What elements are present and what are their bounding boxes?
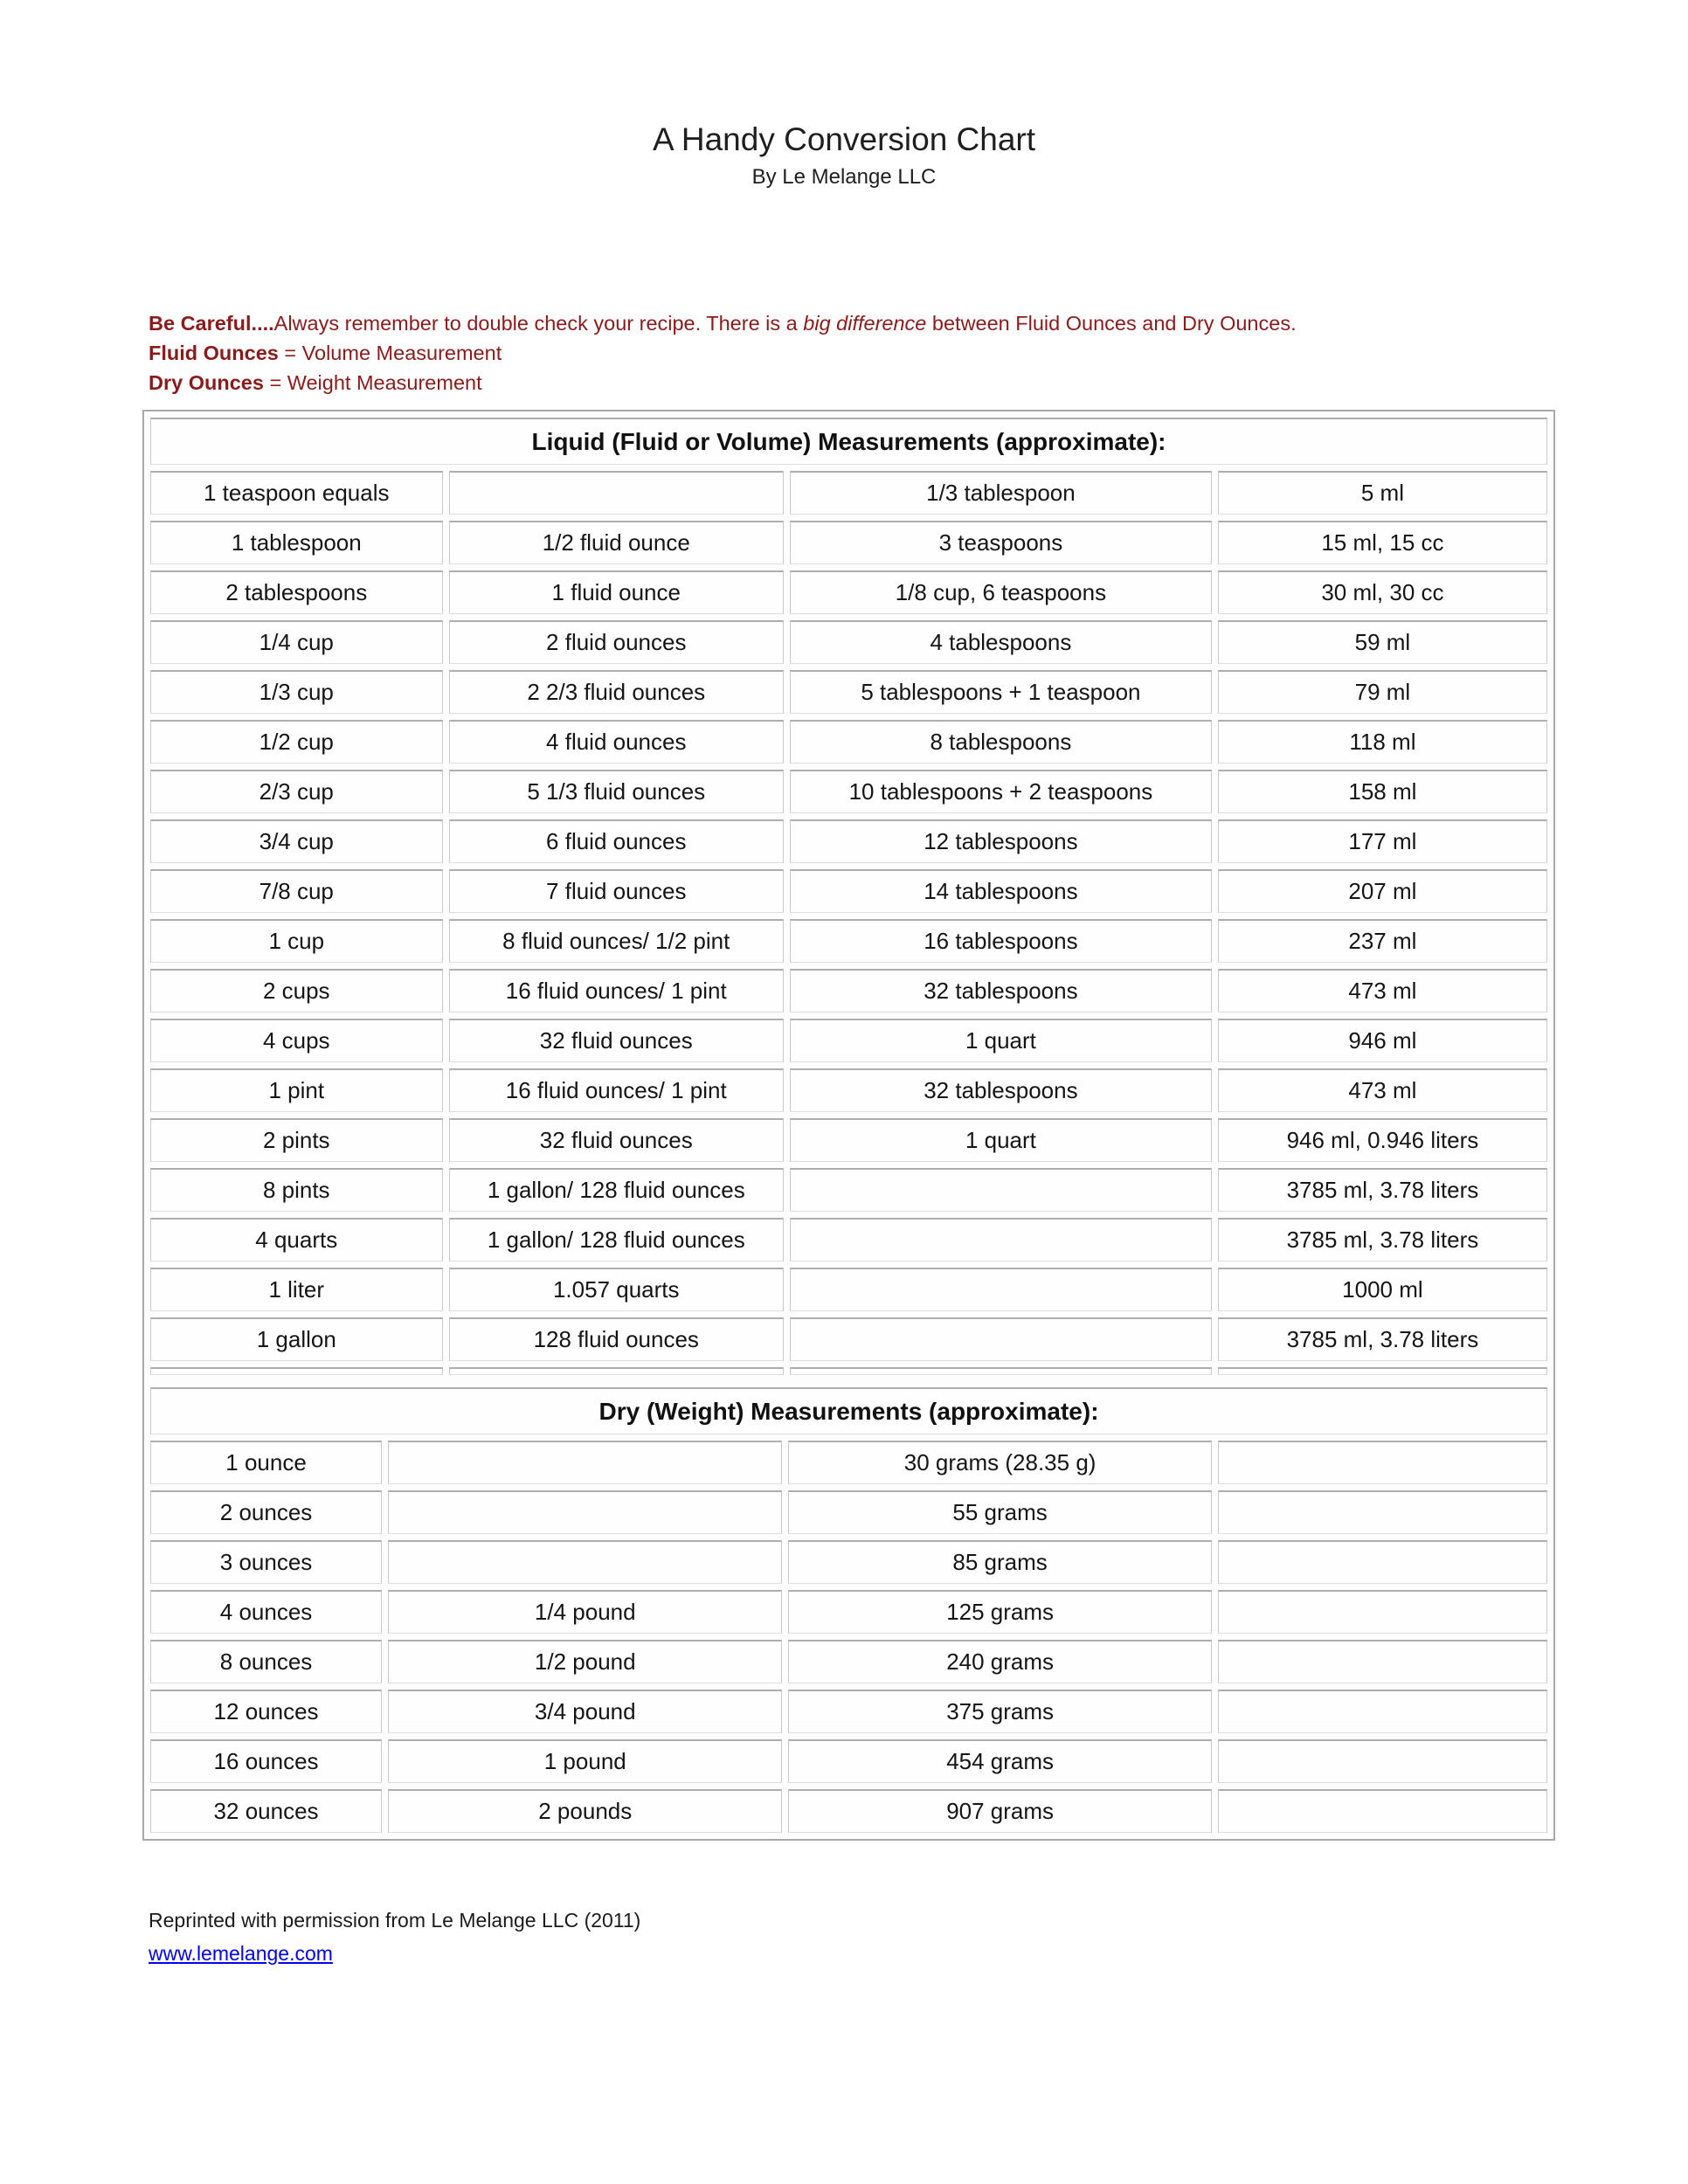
warning-line-1-italic: big difference <box>803 312 927 335</box>
table-cell: 16 ounces <box>150 1739 382 1783</box>
table-cell <box>1218 1490 1547 1534</box>
liquid-measurements-table <box>144 411 1553 1381</box>
table-cell: 1 tablespoon <box>150 521 443 564</box>
table-cell: 1 ounce <box>150 1441 382 1484</box>
table-cell: 7 fluid ounces <box>449 869 784 913</box>
table-cell: 473 ml <box>1218 969 1547 1013</box>
table-cell: 128 fluid ounces <box>449 1317 784 1361</box>
table-row <box>150 1218 1547 1261</box>
table-cell: 10 tablespoons + 2 teaspoons <box>790 770 1212 813</box>
table-cell: 5 tablespoons + 1 teaspoon <box>790 670 1212 714</box>
table-cell <box>1218 1540 1547 1584</box>
warning-line-1 <box>149 308 1564 338</box>
table-row <box>150 521 1547 564</box>
table-cell: 3785 ml, 3.78 liters <box>1218 1218 1547 1261</box>
table-cell: 15 ml, 15 cc <box>1218 521 1547 564</box>
table-cell: 4 ounces <box>150 1590 382 1634</box>
table-cell: 237 ml <box>1218 919 1547 963</box>
table-row <box>150 869 1547 913</box>
spacer-cell <box>790 1367 1212 1375</box>
table-cell: 1/8 cup, 6 teaspoons <box>790 570 1212 614</box>
table-body <box>150 471 1547 1361</box>
table-cell: 1/3 cup <box>150 670 443 714</box>
table-row <box>150 570 1547 614</box>
warning-line-1-text: Always remember to double check your recipe. There is a <box>273 312 804 335</box>
liquid-table-head <box>150 418 1547 465</box>
table-cell: 1 gallon <box>150 1317 443 1361</box>
table-row <box>150 969 1547 1013</box>
table-row <box>150 1540 1547 1584</box>
table-cell: 1 pound <box>388 1739 782 1783</box>
table-cell: 12 ounces <box>150 1690 382 1733</box>
table-cell: 118 ml <box>1218 720 1547 764</box>
table-row <box>150 1490 1547 1534</box>
table-cell: 8 tablespoons <box>790 720 1212 764</box>
liquid-header-row <box>150 418 1547 465</box>
page-title: A Handy Conversion Chart <box>652 121 1036 157</box>
table-cell: 3785 ml, 3.78 liters <box>1218 1317 1547 1361</box>
table-cell: 8 pints <box>150 1168 443 1212</box>
table-cell: 3/4 cup <box>150 819 443 863</box>
table-cell: 55 grams <box>788 1490 1211 1534</box>
table-cell: 85 grams <box>788 1540 1211 1584</box>
table-cell: 32 fluid ounces <box>449 1118 784 1162</box>
spacer-cell <box>1218 1367 1547 1375</box>
table-cell <box>1218 1441 1547 1484</box>
warning-line-1-bold: Be Careful.... <box>149 312 274 335</box>
table-cell: 1 pint <box>150 1068 443 1112</box>
title-block <box>0 0 1688 190</box>
warning-line-1-end: between Fluid Ounces and Dry Ounces. <box>926 312 1297 335</box>
table-body <box>150 1441 1547 1833</box>
table-cell: 1/4 cup <box>150 620 443 664</box>
spacer-row <box>150 1367 1547 1375</box>
warning-line-3-bold: Dry Ounces <box>149 371 264 394</box>
table-row <box>150 1068 1547 1112</box>
table-cell: 2 fluid ounces <box>449 620 784 664</box>
table-cell: 8 ounces <box>150 1640 382 1683</box>
table-cell: 3785 ml, 3.78 liters <box>1218 1168 1547 1212</box>
table-cell: 907 grams <box>788 1789 1211 1833</box>
table-cell: 32 ounces <box>150 1789 382 1833</box>
table-cell: 2 2/3 fluid ounces <box>449 670 784 714</box>
table-row <box>150 1268 1547 1311</box>
table-cell <box>388 1490 782 1534</box>
table-cell: 2/3 cup <box>150 770 443 813</box>
table-cell <box>1218 1640 1547 1683</box>
table-cell: 1/2 pound <box>388 1640 782 1683</box>
table-row <box>150 1739 1547 1783</box>
conversion-tables-container <box>142 410 1555 1841</box>
table-row <box>150 1690 1547 1733</box>
table-row <box>150 1019 1547 1062</box>
table-cell: 16 tablespoons <box>790 919 1212 963</box>
table-cell <box>790 1268 1212 1311</box>
table-row <box>150 620 1547 664</box>
liquid-spacer-body <box>150 1367 1547 1375</box>
table-cell: 1 cup <box>150 919 443 963</box>
table-cell: 7/8 cup <box>150 869 443 913</box>
table-cell: 946 ml <box>1218 1019 1547 1062</box>
table-cell <box>388 1441 782 1484</box>
table-cell <box>790 1168 1212 1212</box>
table-cell <box>449 471 784 515</box>
table-cell: 1 gallon/ 128 fluid ounces <box>449 1168 784 1212</box>
table-cell <box>1218 1739 1547 1783</box>
table-row <box>150 1640 1547 1683</box>
table-row <box>150 919 1547 963</box>
table-cell: 32 fluid ounces <box>449 1019 784 1062</box>
footer-block <box>149 1904 1688 1970</box>
warning-line-2 <box>149 338 1564 368</box>
table-cell: 16 fluid ounces/ 1 pint <box>449 1068 784 1112</box>
table-cell: 1 fluid ounce <box>449 570 784 614</box>
table-cell: 1.057 quarts <box>449 1268 784 1311</box>
table-cell <box>1218 1590 1547 1634</box>
warning-line-2-text: = Volume Measurement <box>278 342 502 364</box>
table-cell: 4 fluid ounces <box>449 720 784 764</box>
dry-table-head <box>150 1387 1547 1434</box>
table-cell: 1000 ml <box>1218 1268 1547 1311</box>
dry-section-header: Dry (Weight) Measurements (approximate): <box>150 1387 1547 1434</box>
table-cell: 4 tablespoons <box>790 620 1212 664</box>
dry-measurements-table <box>144 1381 1553 1839</box>
table-cell: 8 fluid ounces/ 1/2 pint <box>449 919 784 963</box>
table-cell: 16 fluid ounces/ 1 pint <box>449 969 784 1013</box>
table-cell: 1/3 tablespoon <box>790 471 1212 515</box>
table-row <box>150 1789 1547 1833</box>
table-cell <box>1218 1789 1547 1833</box>
table-cell: 2 pints <box>150 1118 443 1162</box>
table-cell: 240 grams <box>788 1640 1211 1683</box>
table-cell: 3 ounces <box>150 1540 382 1584</box>
table-cell: 454 grams <box>788 1739 1211 1783</box>
table-row <box>150 819 1547 863</box>
reprint-note: Reprinted with permission from Le Melange LLC (2011) <box>149 1909 641 1932</box>
table-cell: 3/4 pound <box>388 1690 782 1733</box>
warning-block <box>149 308 1564 397</box>
table-cell: 1 gallon/ 128 fluid ounces <box>449 1218 784 1261</box>
spacer-cell <box>150 1367 443 1375</box>
table-cell: 177 ml <box>1218 819 1547 863</box>
table-cell: 4 quarts <box>150 1218 443 1261</box>
table-row <box>150 1118 1547 1162</box>
table-cell: 6 fluid ounces <box>449 819 784 863</box>
table-cell: 32 tablespoons <box>790 969 1212 1013</box>
table-cell: 1/4 pound <box>388 1590 782 1634</box>
table-cell: 1 teaspoon equals <box>150 471 443 515</box>
table-cell: 5 1/3 fluid ounces <box>449 770 784 813</box>
spacer-cell <box>449 1367 784 1375</box>
table-cell: 1 liter <box>150 1268 443 1311</box>
table-cell: 1 quart <box>790 1019 1212 1062</box>
table-cell <box>1218 1690 1547 1733</box>
table-row <box>150 670 1547 714</box>
table-cell: 5 ml <box>1218 471 1547 515</box>
page-subtitle: By Le Melange LLC <box>751 165 937 189</box>
table-cell: 1 quart <box>790 1118 1212 1162</box>
table-cell: 473 ml <box>1218 1068 1547 1112</box>
table-cell: 14 tablespoons <box>790 869 1212 913</box>
table-cell: 125 grams <box>788 1590 1211 1634</box>
table-cell: 30 ml, 30 cc <box>1218 570 1547 614</box>
table-row <box>150 720 1547 764</box>
dry-header-row <box>150 1387 1547 1434</box>
warning-line-2-bold: Fluid Ounces <box>149 342 279 364</box>
table-row <box>150 1590 1547 1634</box>
table-cell: 946 ml, 0.946 liters <box>1218 1118 1547 1162</box>
table-row <box>150 770 1547 813</box>
table-cell: 4 cups <box>150 1019 443 1062</box>
table-cell: 30 grams (28.35 g) <box>788 1441 1211 1484</box>
table-row <box>150 1441 1547 1484</box>
table-row <box>150 471 1547 515</box>
table-cell: 12 tablespoons <box>790 819 1212 863</box>
table-cell: 59 ml <box>1218 620 1547 664</box>
table-cell: 79 ml <box>1218 670 1547 714</box>
table-cell: 32 tablespoons <box>790 1068 1212 1112</box>
table-cell: 158 ml <box>1218 770 1547 813</box>
table-row <box>150 1317 1547 1361</box>
table-cell <box>790 1317 1212 1361</box>
table-cell: 2 cups <box>150 969 443 1013</box>
table-cell: 3 teaspoons <box>790 521 1212 564</box>
website-link[interactable]: www.lemelange.com <box>149 1942 333 1965</box>
table-row <box>150 1168 1547 1212</box>
table-cell: 1/2 fluid ounce <box>449 521 784 564</box>
table-cell: 1/2 cup <box>150 720 443 764</box>
table-cell: 2 pounds <box>388 1789 782 1833</box>
table-cell: 2 tablespoons <box>150 570 443 614</box>
table-cell: 375 grams <box>788 1690 1211 1733</box>
liquid-section-header: Liquid (Fluid or Volume) Measurements (approximate): <box>150 418 1547 465</box>
table-cell: 207 ml <box>1218 869 1547 913</box>
table-cell: 2 ounces <box>150 1490 382 1534</box>
table-cell <box>790 1218 1212 1261</box>
table-cell <box>388 1540 782 1584</box>
warning-line-3-text: = Weight Measurement <box>263 371 482 394</box>
warning-line-3 <box>149 368 1564 397</box>
